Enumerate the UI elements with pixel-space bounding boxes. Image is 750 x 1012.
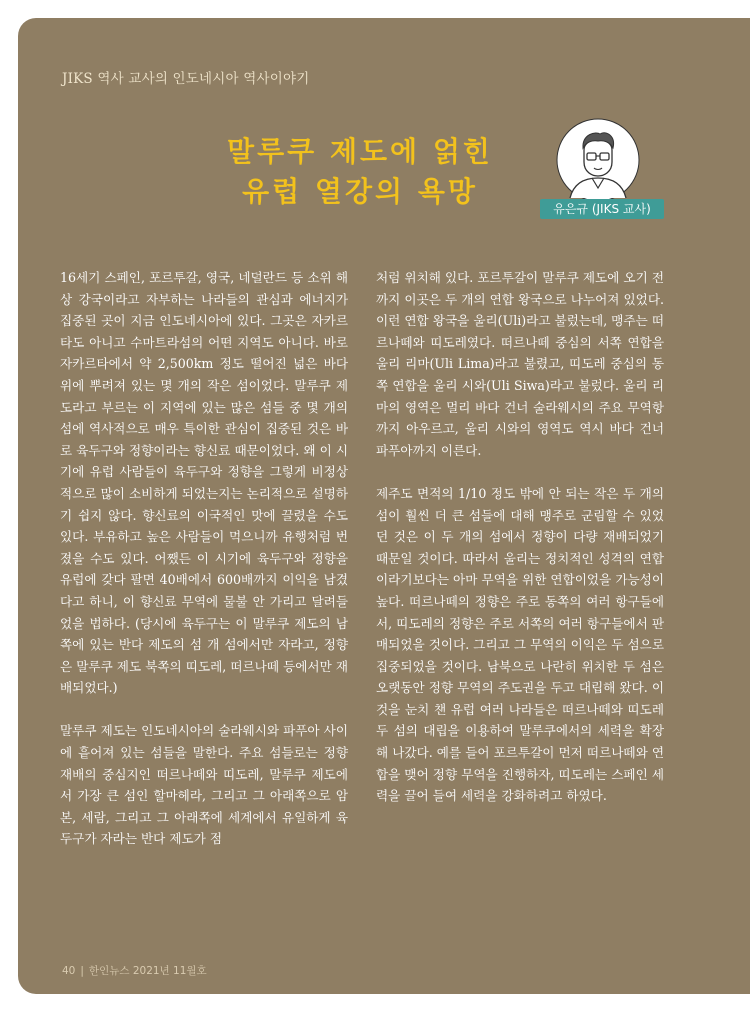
paragraph: 처럼 위치해 있다. 포르투갈이 말루쿠 제도에 오기 전까지 이곳은 두 개의 연합 왕국으로 나누어져 있었다. 이런 연합 왕국을 울리(Uli)라고 불렀는데, 맹주는 떠르나떼와 띠도레였다. 떠르나떼 중심의 서쪽 연합을 울리 리마(Uli Lima)라고 불렸고, 띠도레 중심의 동쪽 연합을 울리 시와(Uli Siwa)라고 불렀다. 울리 리마의 영역은 멀리 바다 건너 술라웨시의 주요 무역항까지 아우르고, 울리 시와의 영역도 역시 바다 건너 파푸아까지 이른다.	[376, 270, 664, 458]
body-column-left	[60, 267, 348, 872]
publication-name: 한인뉴스 2021년 11월호	[88, 965, 207, 977]
page-number: 40	[62, 965, 76, 977]
paragraph: 제주도 면적의 1/10 정도 밖에 안 되는 작은 두 개의 섬이 훨씬 더 큰 섬들에 대해 맹주로 군림할 수 있었던 것은 이 두 개의 섬에서 정향이 다량 재배되었기 때문일 것이다. 따라서 울리는 정치적인 성격의 연합이라기보다는 아마 무역을 위한 연합이었을 가능성이 높다. 떠르나떼의 정향은 주로 동쪽의 여러 항구들에서, 띠도레의 정향은 주로 서쪽의 여러 항구들에서 판매되었을 것이다. 그리고 그 무역의 이익은 두 섬으로 집중되었을 것이다. 남북으로 나란히 위치한 두 섬은 오랫동안 정향 무역의 주도권을 두고 대립해 왔다. 이것을 눈치 챈 유럽 여러 나라들은 떠르나떼와 띠도레 두 섬의 대립을 이용하여 말루쿠에서의 세력을 확장해 나갔다. 예를 들어 포르투갈이 먼저 떠르나떼와 연합을 맺어 정향 무역을 진행하자, 띠도레는 스페인 세력을 끌어 들여 세력을 강화하려고 하였다.	[376, 485, 664, 804]
series-title: JIKS 역사 교사의 인도네시아 역사이야기	[62, 71, 310, 87]
article-title-line-2: 유럽 열강의 욕망	[242, 175, 478, 208]
body-column-right	[376, 267, 664, 828]
footer-separator: |	[80, 965, 84, 977]
paragraph: 말루쿠 제도는 인도네시아의 술라웨시와 파푸아 사이에 흩어져 있는 섬들을 말한다. 주요 섬들로는 정향 재배의 중심지인 떠르나떼와 띠도레, 말루쿠 제도에서 가장 큰 섬인 할마헤라, 그리고 그 아래쪽으로 암본, 세람, 그리고 그 아래쪽에 세계에서 유일하게 육두구가 자라는 반다 제도가 점	[60, 723, 348, 847]
article-title-line-1: 말루쿠 제도에 얽힌	[227, 135, 493, 168]
article-title	[190, 132, 530, 212]
paragraph: 16세기 스페인, 포르투갈, 영국, 네덜란드 등 소위 해상 강국이라고 자부하는 나라들의 관심과 에너지가 집중된 곳이 지금 인도네시아에 있다. 그곳은 자카르타도 아니고 수마트라섬의 어떤 지역도 아니다. 바로 자카르타에서 약 2,500km 정도 떨어진 넓은 바다 위에 뿌려져 있는 몇 개의 작은 섬이었다. 말루쿠 제도라고 부르는 이 지역에 있는 많은 섬들 중 몇 개의 섬에 역사적으로 매우 특이한 관심이 집중된 것은 바로 육두구와 정향이라는 향신료 때문이었다. 왜 이 시기에 유럽 사람들이 육두구와 정향을 그렇게 비정상적으로 많이 소비하게 되었는지는 논리적으로 설명하기 쉽지 않다. 향신료의 이국적인 맛에 끌렸을 수도 있다. 부유하고 높은 사람들이 먹으니까 유행처럼 번졌을 수도 있다. 어쨌든 이 시기에 육두구와 정향을 유럽에 갖다 팔면 40배에서 600배까지 이익을 남겼다고 하니, 이 향신료 무역에 물불 안 가리고 달려들었을 법하다. (당시에 육두구는 이 말루쿠 제도의 남쪽에 있는 반다 제도의 섬 개 섬에서만 자라고, 정향은 말루쿠 제도 북쪽의 띠도레, 떠르나떼 등에서만 재배되었다.)	[60, 270, 348, 696]
author-tag: 유은규 (JIKS 교사)	[540, 199, 664, 219]
portrait-icon	[556, 118, 640, 202]
page-footer	[62, 963, 207, 978]
